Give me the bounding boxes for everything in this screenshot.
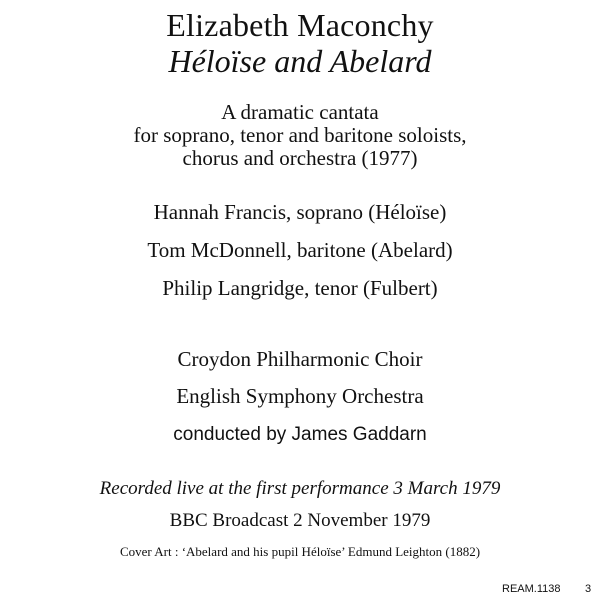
work-title: Héloïse and Abelard bbox=[168, 43, 432, 79]
conductor-credit: conducted by James Gaddarn bbox=[173, 424, 427, 445]
soloist-tenor: Philip Langridge, tenor (Fulbert) bbox=[162, 276, 438, 300]
page-number: 3 bbox=[585, 583, 592, 595]
soloist-baritone: Tom McDonnell, baritone (Abelard) bbox=[147, 238, 453, 262]
work-description-line-2: for soprano, tenor and baritone soloists, bbox=[133, 123, 467, 147]
broadcast-note: BBC Broadcast 2 November 1979 bbox=[169, 510, 431, 531]
soloist-soprano: Hannah Francis, soprano (Héloïse) bbox=[153, 200, 447, 224]
choir-name: Croydon Philharmonic Choir bbox=[177, 347, 423, 371]
catalog-number: REAM.1138 bbox=[502, 583, 561, 595]
orchestra-name: English Symphony Orchestra bbox=[176, 384, 424, 408]
recording-note: Recorded live at the first performance 3 March 1979 bbox=[99, 478, 501, 499]
work-description-line-3: chorus and orchestra (1977) bbox=[182, 146, 418, 170]
composer-name: Elizabeth Maconchy bbox=[166, 7, 434, 43]
cover-art-credit: Cover Art : ‘Abelard and his pupil Héloïse’ Edmund Leighton (1882) bbox=[119, 544, 481, 559]
work-description-line-1: A dramatic cantata bbox=[221, 100, 379, 124]
